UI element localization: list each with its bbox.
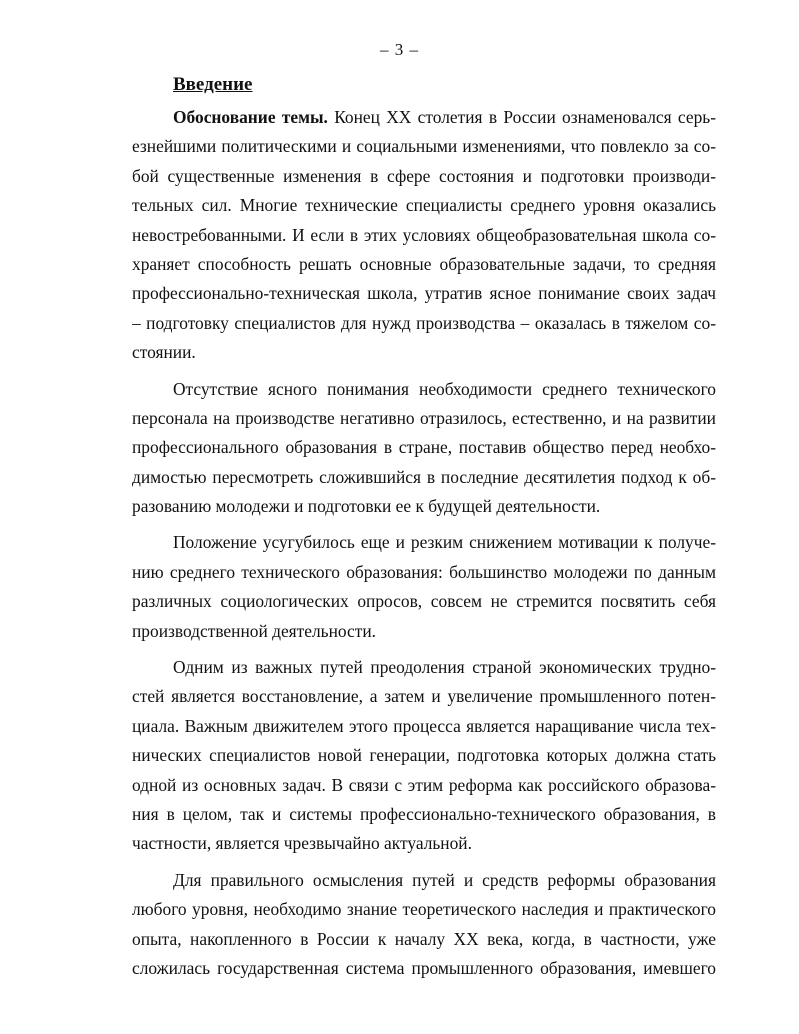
text-line: храняет способность решать основные образовательные задачи, то средняя <box>132 253 716 274</box>
text-line: персонала на производстве негативно отразилось, естественно, и на развитии <box>132 407 716 428</box>
text-line: невостребованными. И если в этих условиях общеобразовательная школа со- <box>132 224 716 245</box>
text-line: Одним из важных путей преодоления страной экономических трудно- <box>173 657 716 678</box>
paragraph <box>132 375 716 522</box>
text-line: производственной деятельности. <box>132 620 377 641</box>
text-line: опыта, накопленного в России к началу XX века, когда, в частности, уже <box>132 928 716 949</box>
page-number: – 3 – <box>380 40 419 59</box>
text-line: Положение усугубилось еще и резким снижением мотивации к получе- <box>173 532 716 553</box>
paragraph <box>132 866 716 984</box>
text-line: – подготовку специалистов для нужд производства – оказалась в тяжелом со- <box>132 312 716 333</box>
text-line: профессионального образования в стране, поставив общество перед необхо- <box>132 437 716 458</box>
text-line: разованию молодежи и подготовки ее к будущей деятельности. <box>132 496 601 517</box>
body-text <box>132 103 716 983</box>
text-line: Для правильного осмысления путей и средств реформы образования <box>173 869 716 890</box>
text-line: Отсутствие ясного понимания необходимости среднего технического <box>173 378 716 399</box>
text-line: нию среднего технического образования: большинство молодежи по данным <box>132 561 716 582</box>
text-line: димостью пересмотреть сложившийся в последние десятилетия подход к об- <box>132 466 716 487</box>
section-heading: Введение <box>173 74 253 95</box>
text-line: различных социологических опросов, совсем не стремится посвятить себя <box>132 591 716 612</box>
text-line: сложилась государственная система промышленного образования, имевшего <box>132 957 716 978</box>
text-line: ния в целом, так и системы профессионально-технического образования, в <box>132 803 716 824</box>
paragraph <box>132 653 716 859</box>
paragraph <box>132 528 716 646</box>
paragraph <box>132 103 716 368</box>
text-line: профессионально-техническая школа, утратив ясное понимание своих задач <box>132 283 716 304</box>
text-line: тельных сил. Многие технические специалисты среднего уровня оказались <box>132 195 716 216</box>
lead-phrase: Обоснование темы. <box>173 107 328 127</box>
text-line: любого уровня, необходимо знание теоретического наследия и практического <box>132 899 716 920</box>
text-line: частности, является чрезвычайно актуальной. <box>132 833 472 854</box>
text-line: циала. Важным движителем этого процесса является наращивание числа тех- <box>132 715 716 736</box>
text-line: бой существенные изменения в сфере состояния и подготовки производи- <box>132 165 716 186</box>
text-line: нических специалистов новой генерации, подготовка которых должна стать <box>132 745 716 766</box>
text-line: одной из основных задач. В связи с этим реформа как российского образова- <box>132 774 716 795</box>
text-line: езнейшими политическими и социальными изменениями, что повлекло за со- <box>132 136 716 157</box>
text-line: Обоснование темы. Конец XX столетия в России ознаменовался серь- <box>173 107 716 127</box>
text-line: стоянии. <box>132 342 196 363</box>
text-line: стей является восстановление, а затем и увеличение промышленного потен- <box>132 686 716 707</box>
